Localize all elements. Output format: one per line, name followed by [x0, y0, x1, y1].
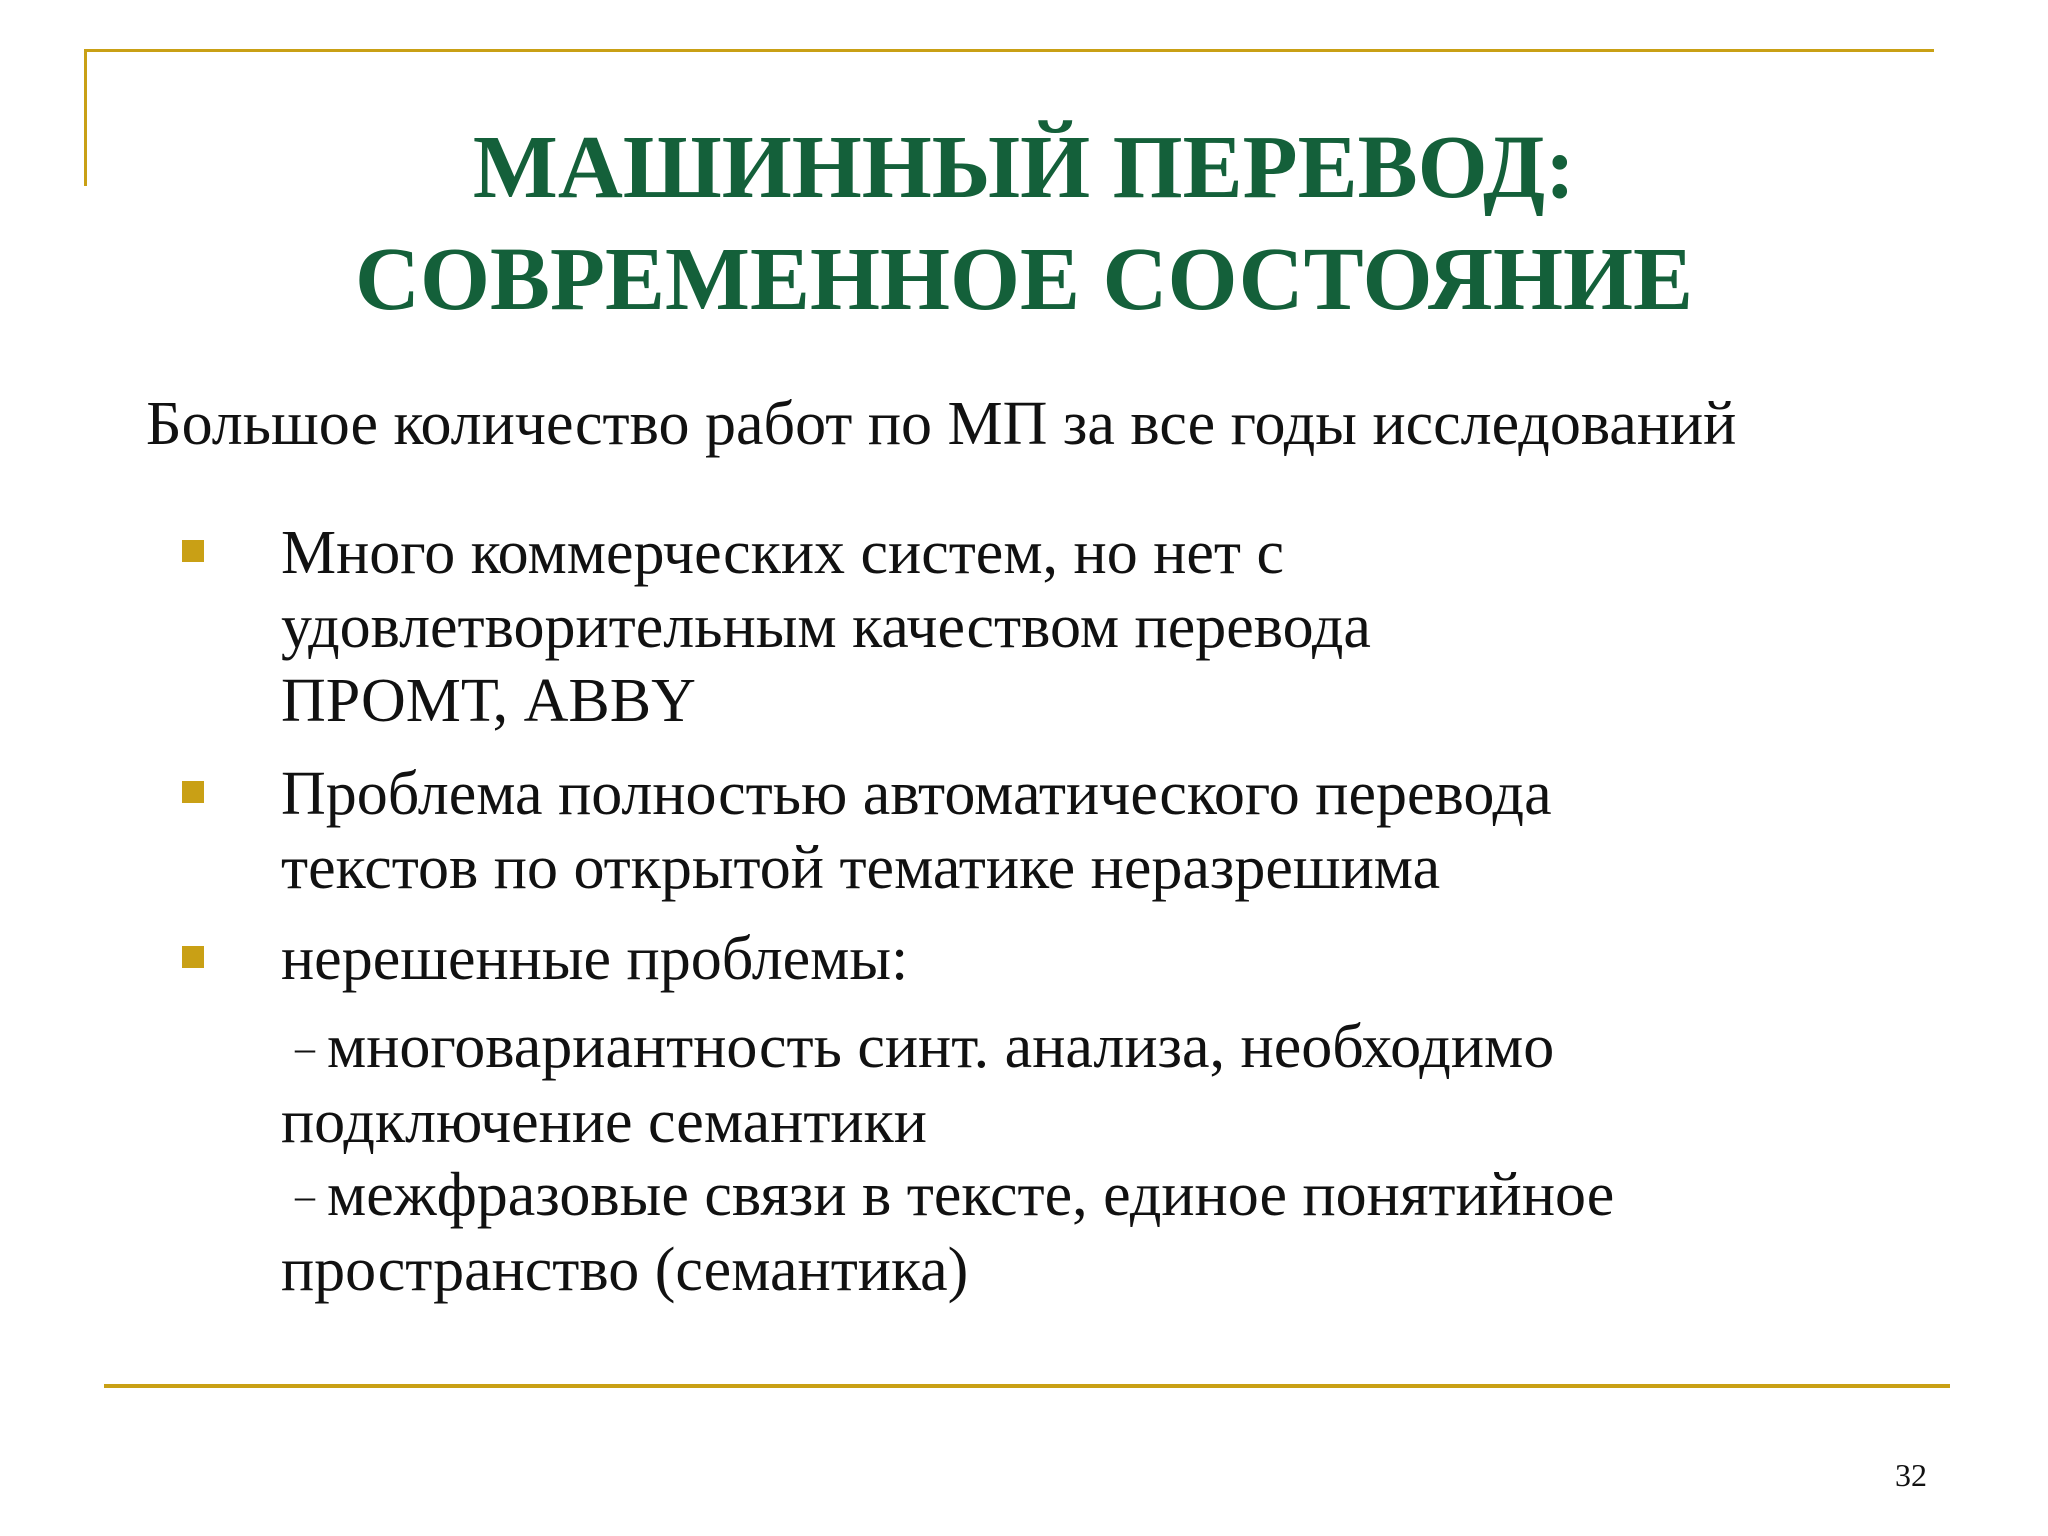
subitem-line: пространство (семантика): [281, 1236, 969, 1304]
slide-title: [0, 112, 2048, 336]
bullet-line: Много коммерческих систем, но нет с: [281, 519, 1285, 587]
subitem-syntax-ambiguity: [281, 1010, 1554, 1159]
subitem-line: межфразовые связи в тексте, единое понятийное: [327, 1161, 1615, 1229]
bottom-rule: [104, 1384, 1950, 1388]
bullet-line: удовлетворительным качеством перевода: [281, 593, 1371, 661]
bullet-line: текстов по открытой тематике неразрешима: [281, 834, 1441, 902]
dash-marker: –: [295, 1173, 315, 1218]
subitem-interphrase-links: [281, 1158, 1614, 1307]
dash-marker: –: [295, 1025, 315, 1070]
subitem-line: многовариантность синт. анализа, необходимо: [327, 1013, 1555, 1081]
bullet-item-commercial-systems: [281, 516, 1371, 738]
title-line-1: МАШИННЫЙ ПЕРЕВОД:: [472, 118, 1576, 217]
square-bullet-icon: [182, 946, 204, 968]
bullet-line: Проблема полностью автоматического перевода: [281, 760, 1552, 828]
square-bullet-icon: [182, 540, 204, 562]
intro-text: Большое количество работ по МП за все годы исследований: [146, 390, 1737, 458]
bullet-item-automatic-translation: [281, 757, 1552, 905]
bullet-line: нерешенные проблемы:: [281, 925, 909, 993]
subitem-line: подключение семантики: [281, 1088, 927, 1156]
bullet-item-unsolved-problems: [281, 922, 908, 996]
title-line-2: СОВРЕМЕННОЕ СОСТОЯНИЕ: [354, 230, 1694, 329]
top-rule: [84, 49, 1934, 52]
bullet-line: ПРОМТ, ABBY: [281, 667, 696, 735]
square-bullet-icon: [182, 781, 204, 803]
page-number: 32: [1895, 1457, 1927, 1493]
